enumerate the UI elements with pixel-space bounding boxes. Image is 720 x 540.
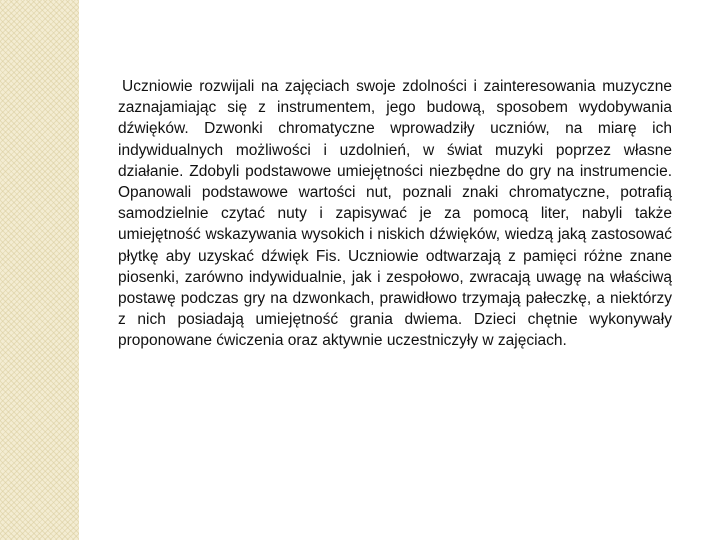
decorative-side-strip [0,0,79,540]
slide-paragraph: Uczniowie rozwijali na zajęciach swoje zdolności i zainteresowania muzyczne zaznajamiając się z instrumentem, jego budową, sposobem wydobywania dźwięków. Dzwonki chromatyczne wprowadziły uczniów, na miarę ich indywidualnych możliwości i uzdolnień, w świat muzyki poprzez własne działanie. Zdobyli podstawowe umiejętności niezbędne do gry na instrumencie. Opanowali podstawowe wartości nut, poznali znaki chromatyczne, potrafią samodzielnie czytać nuty i zapisywać je za pomocą liter, nabyli także umiejętność wskazywania wysokich i niskich dźwięków, wiedzą jaką zastosować płytkę aby uzyskać dźwięk Fis. Uczniowie odtwarzają z pamięci różne znane piosenki, zarówno indywidualnie, jak i zespołowo, zwracają uwagę na właściwą postawę podczas gry na dzwonkach, prawidłowo trzymają pałeczkę, a niektórzy z nich posiadają umiejętność grania dwiema. Dzieci chętnie wykonywały proponowane ćwiczenia oraz aktywnie uczestniczyły w zajęciach. [118,78,672,350]
